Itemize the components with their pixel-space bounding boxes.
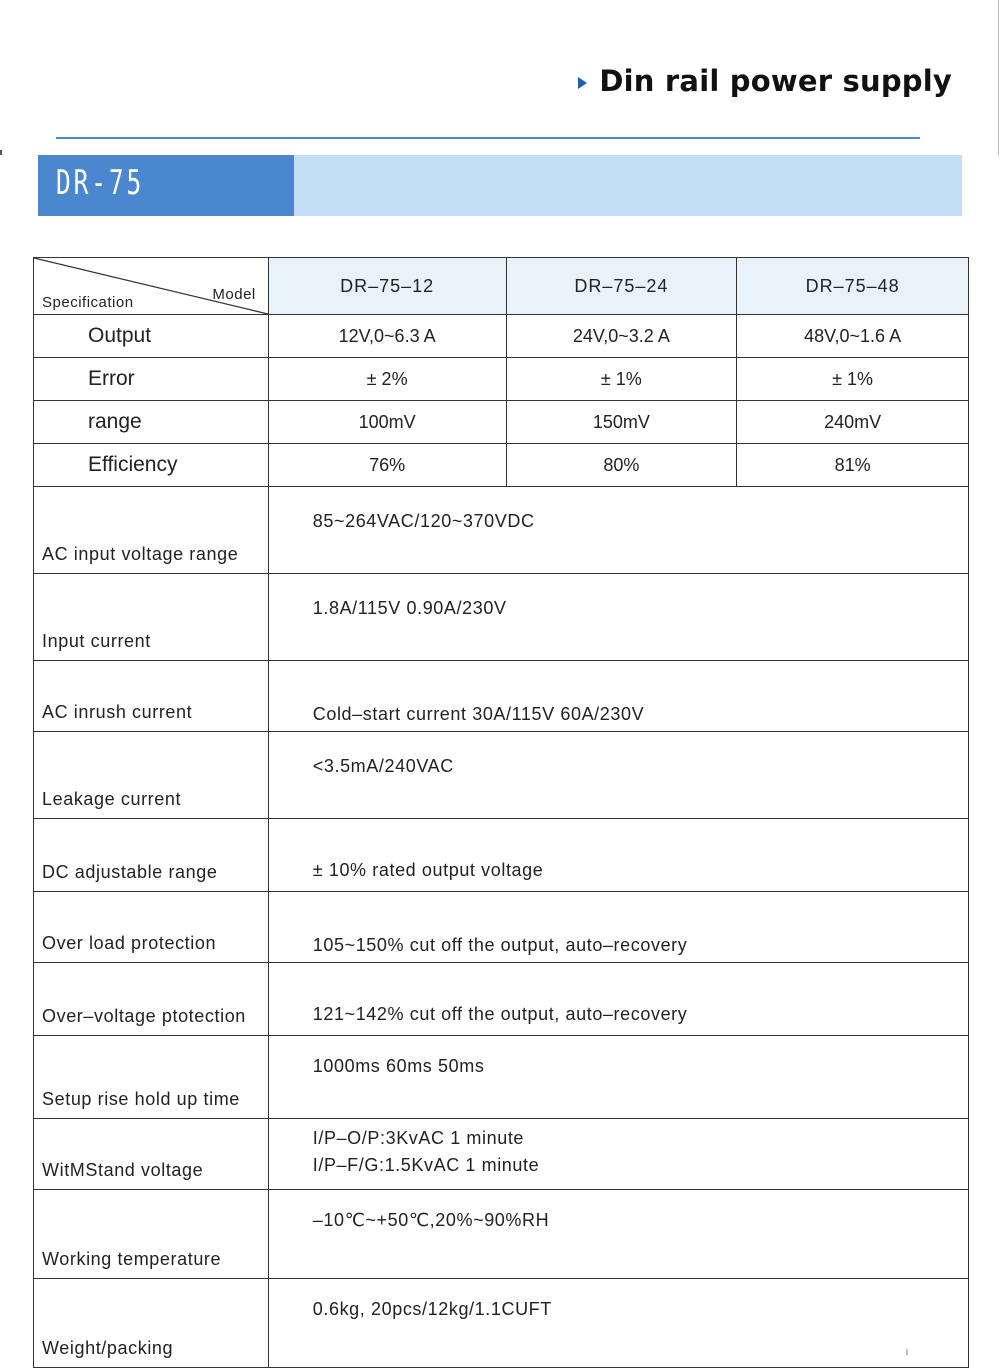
spec-name: Working temperature	[34, 1190, 269, 1279]
spec-value: 100mV	[268, 401, 506, 444]
title-divider	[56, 137, 920, 139]
spec-value: Cold–start current 30A/115V 60A/230V	[268, 661, 968, 732]
spec-name: Leakage current	[34, 732, 269, 819]
page-title	[578, 64, 952, 98]
spec-row-temperature	[34, 1190, 969, 1279]
page-tick-mark	[0, 150, 2, 155]
spec-value: 76%	[268, 444, 506, 487]
spec-row-leakage	[34, 732, 969, 819]
spec-row-efficiency	[34, 444, 969, 487]
spec-row-withstand	[34, 1119, 969, 1190]
model-header: DR–75–48	[737, 258, 969, 315]
spec-value: 150mV	[506, 401, 737, 444]
spec-row-overload	[34, 892, 969, 963]
spec-value: 48V,0~1.6 A	[737, 315, 969, 358]
spec-name: Efficiency	[34, 444, 269, 487]
spec-name: range	[34, 401, 269, 444]
footnote-mark: i	[906, 1347, 908, 1357]
spec-name: Error	[34, 358, 269, 401]
spec-row-setup-time	[34, 1036, 969, 1119]
spec-value: 12V,0~6.3 A	[268, 315, 506, 358]
spec-value: ± 1%	[506, 358, 737, 401]
spec-value: ± 1%	[737, 358, 969, 401]
spec-name: DC adjustable range	[34, 819, 269, 892]
spec-name: Setup rise hold up time	[34, 1036, 269, 1119]
spec-name: Over load protection	[34, 892, 269, 963]
spec-name: Over–voltage ptotection	[34, 963, 269, 1036]
spec-row-inrush	[34, 661, 969, 732]
spec-value: ± 2%	[268, 358, 506, 401]
spec-row-range	[34, 401, 969, 444]
spec-name: AC inrush current	[34, 661, 269, 732]
spec-table	[33, 257, 969, 1368]
spec-value: 80%	[506, 444, 737, 487]
model-banner-label: DR-75	[56, 163, 145, 203]
model-header: DR–75–12	[268, 258, 506, 315]
corner-cell	[34, 258, 269, 315]
spec-row-input-current	[34, 574, 969, 661]
page-title-text: Din rail power supply	[599, 64, 952, 98]
withstand-line-1: I/P–O/P:3KvAC 1 minute	[312, 1128, 525, 1148]
spec-row-error	[34, 358, 969, 401]
spec-row-overvoltage	[34, 963, 969, 1036]
model-banner	[38, 155, 962, 216]
spec-value: ± 10% rated output voltage	[268, 819, 968, 892]
page-edge-line	[998, 0, 999, 155]
spec-value: 105~150% cut off the output, auto–recovery	[268, 892, 968, 963]
spec-value: <3.5mA/240VAC	[268, 732, 968, 819]
spec-value: 0.6kg, 20pcs/12kg/1.1CUFT	[268, 1279, 968, 1368]
spec-value: 24V,0~3.2 A	[506, 315, 737, 358]
spec-name: Input current	[34, 574, 269, 661]
spec-row-output	[34, 315, 969, 358]
corner-spec-label: Specification	[42, 294, 134, 311]
spec-row-weight	[34, 1279, 969, 1368]
spec-value	[268, 1119, 968, 1190]
spec-row-dc-adjust	[34, 819, 969, 892]
spec-row-ac-input	[34, 487, 969, 574]
spec-value: 240mV	[737, 401, 969, 444]
spec-name: WitMStand voltage	[34, 1119, 269, 1190]
spec-value: –10℃~+50℃,20%~90%RH	[268, 1190, 968, 1279]
spec-value: 1000ms 60ms 50ms	[268, 1036, 968, 1119]
spec-value: 121~142% cut off the output, auto–recovery	[268, 963, 968, 1036]
spec-name: Output	[34, 315, 269, 358]
spec-value: 85~264VAC/120~370VDC	[268, 487, 968, 574]
spec-value: 1.8A/115V 0.90A/230V	[268, 574, 968, 661]
withstand-line-2: I/P–F/G:1.5KvAC 1 minute	[312, 1155, 540, 1175]
spec-value: 81%	[737, 444, 969, 487]
spec-name: AC input voltage range	[34, 487, 269, 574]
corner-model-label: Model	[212, 286, 256, 303]
model-header: DR–75–24	[506, 258, 737, 315]
model-banner-box	[38, 155, 294, 216]
spec-table-header-row	[34, 258, 969, 315]
spec-name: Weight/packing	[34, 1279, 269, 1368]
triangle-bullet-icon	[578, 77, 587, 89]
